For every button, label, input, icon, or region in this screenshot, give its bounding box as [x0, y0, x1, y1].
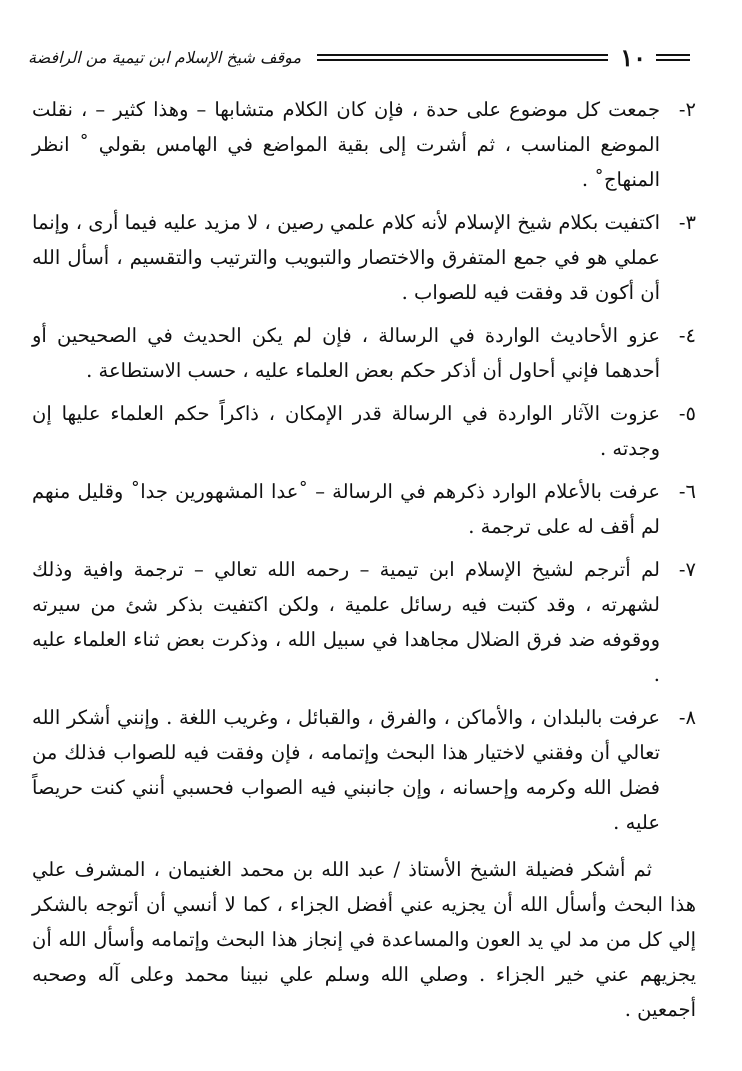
list-item: [32, 205, 696, 310]
list-item: [32, 318, 696, 388]
page-body: [32, 92, 696, 1047]
item-number: ٦-: [678, 480, 696, 503]
item-text: عرفت بالأعلام الوارد ذكرهم في الرسالة – ˚عدا المشهورين جدا˚ وقليل منهم لم أقف له على ترجمة .: [32, 480, 660, 538]
item-number: ٤-: [678, 324, 696, 347]
item-text: عزو الأحاديث الواردة في الرسالة ، فإن لم يكن الحديث في الصحيحين أو أحدهما فإني أحاول أن أذكر حكم بعض العلماء عليه ، حسب الاستطاعة .: [32, 324, 660, 382]
item-number: ٨-: [678, 706, 696, 729]
item-number: ٥-: [678, 402, 696, 425]
header-rule-right: [656, 54, 690, 61]
item-number: ٧-: [678, 558, 696, 581]
list-item: [32, 396, 696, 466]
list-item: [32, 552, 696, 692]
item-number: ٣-: [678, 211, 696, 234]
item-text: عزوت الآثار الواردة في الرسالة قدر الإمكان ، ذاكراً حكم العلماء عليها إن وجدته .: [32, 402, 660, 460]
running-title: موقف شيخ الإسلام ابن تيمية من الرافضة: [28, 47, 302, 67]
running-header: [28, 42, 690, 72]
list-item: [32, 700, 696, 840]
item-text: اكتفيت بكلام شيخ الإسلام لأنه كلام علمي رصين ، لا مزيد عليه فيما أرى ، وإنما عملي هو في جمع المتفرق والاختصار والتبويب والترتيب والتقسيم ، أسأل الله أن أكون قد وفقت فيه للصواب .: [32, 211, 660, 304]
item-text: جمعت كل موضوع على حدة ، فإن كان الكلام متشابها – وهذا كثير – ، نقلت الموضع المناسب ، ثم أشرت إلى بقية المواضع في الهامس بقولي ˚ انظر المنهاج˚ .: [32, 98, 660, 191]
page-number: ١٠: [620, 42, 646, 72]
closing-paragraph: ثم أشكر فضيلة الشيخ الأستاذ / عبد الله بن محمد الغنيمان ، المشرف علي هذا البحث وأسأل الله أن يجزيه عني أفضل الجزاء ، كما لا أنسي أن أتوجه بالشكر إلي كل من مد لي يد العون والمساعدة في إنجاز هذا البحث وإتمامه وأسأل الله أن يجزيهم عني خير الجزاء . وصلي الله وسلم علي نبينا محمد وعلى آله وصحبه أجمعين .: [32, 858, 696, 1021]
list-item: [32, 474, 696, 544]
item-text: لم أترجم لشيخ الإسلام ابن تيمية – رحمه الله تعالي – ترجمة وافية وذلك لشهرته ، وقد كتبت فيه رسائل علمية ، ولكن اكتفيت بذكر شئ من سيرته ووقوفه ضد فرق الضلال مجاهدا في سبيل الله ، وذكرت بعض ثناء العلماء عليه .: [32, 558, 660, 686]
item-number: ٢-: [678, 98, 696, 121]
list-item: [32, 92, 696, 197]
header-rule: [317, 54, 608, 61]
item-text: عرفت بالبلدان ، والأماكن ، والفرق ، والقبائل ، وغريب اللغة . وإنني أشكر الله تعالي أن وفقني لاختيار هذا البحث وإتمامه ، فإن وفقت فيه للصواب فذلك من فضل الله وكرمه وإحسانه ، وإن جانبني فيه الصواب فحسبي أنني كنت حريصاً عليه .: [32, 706, 660, 834]
